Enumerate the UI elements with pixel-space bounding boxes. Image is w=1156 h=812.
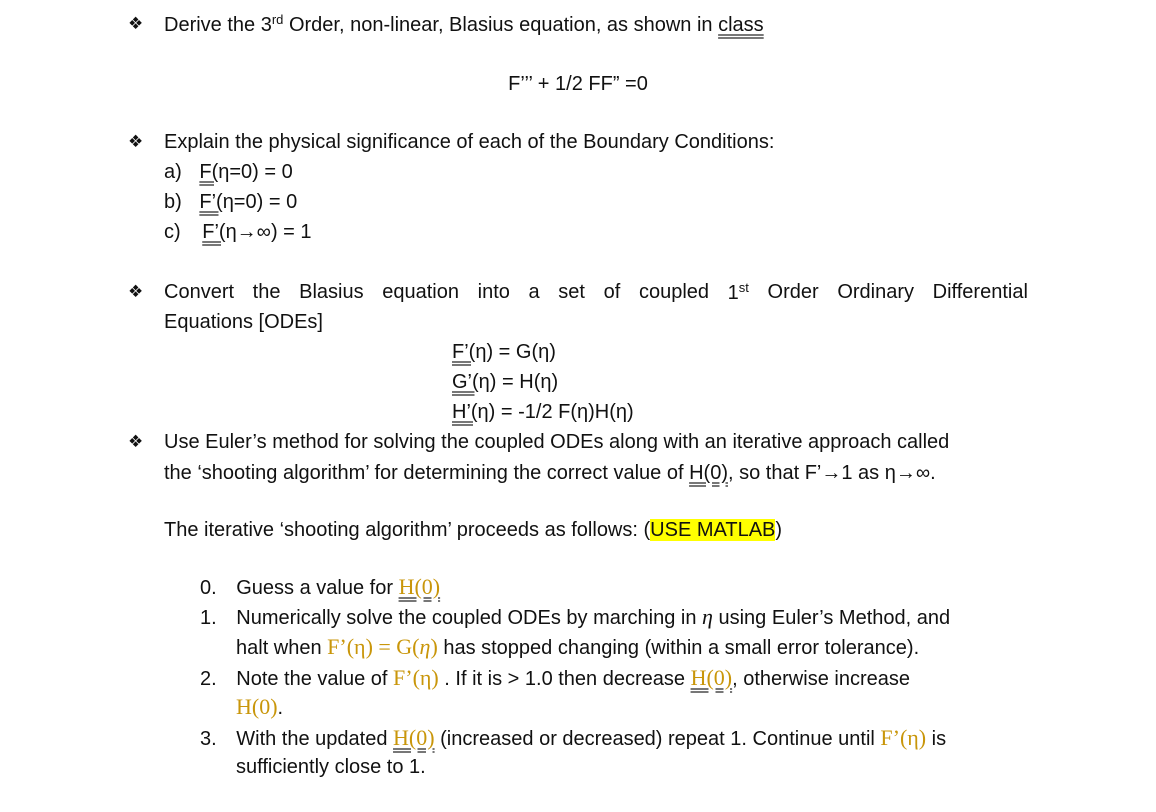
- step-text: .: [277, 697, 284, 719]
- ode-equation-2: [452, 370, 558, 394]
- list-marker: b): [164, 191, 182, 213]
- step-text: , otherwise increase: [732, 668, 910, 690]
- ode-equation-3: [452, 400, 634, 424]
- h0-term: H(0): [689, 462, 728, 484]
- word: Differential: [932, 281, 1028, 303]
- word: Blasius: [299, 281, 364, 303]
- math-expression: H(0): [398, 574, 441, 599]
- ode-equation-1: [452, 340, 556, 364]
- ode-rhs: η) = H(η): [478, 371, 559, 393]
- bc-function: F(: [199, 161, 219, 183]
- word: of: [603, 281, 621, 303]
- step-number: 2.: [200, 668, 217, 690]
- bullet-icon: ❖: [128, 132, 144, 152]
- step-text: With the updated: [236, 728, 394, 750]
- bc-function: F’(: [199, 191, 223, 213]
- step-text: using Euler’s Method, and: [712, 607, 951, 629]
- text: the ‘shooting algorithm’ for determining the correct value of: [164, 462, 690, 484]
- bullet-icon: ❖: [128, 282, 144, 302]
- list-marker: a): [164, 161, 182, 183]
- step-0: [200, 574, 440, 600]
- boundary-condition-a: [164, 160, 293, 184]
- bc-text: η→∞) = 1: [225, 221, 312, 243]
- ode-lhs: F’(: [452, 341, 476, 363]
- step-text: halt when: [236, 637, 328, 659]
- order-word: [728, 280, 749, 305]
- step-text: . If it is > 1.0 then decrease: [438, 668, 691, 690]
- step-number: 1.: [200, 607, 217, 629]
- ode-lhs: G’(: [452, 371, 479, 393]
- section4-line2: [164, 461, 936, 485]
- superscript: rd: [271, 12, 284, 27]
- boundary-condition-b: [164, 190, 297, 214]
- word: the: [252, 281, 281, 303]
- step-1-line1: [200, 604, 950, 630]
- step-text: Guess a value for: [236, 577, 399, 599]
- ode-rhs: η) = G(η): [475, 341, 556, 363]
- list-marker: c): [164, 221, 181, 243]
- math-symbol: η: [419, 634, 431, 659]
- math-symbol: η: [702, 604, 713, 629]
- bullet-icon: ❖: [128, 14, 144, 34]
- step-text: has stopped changing (within a small error tolerance).: [437, 637, 920, 659]
- text: , so that F’→1 as η→∞.: [727, 462, 936, 484]
- word: 1: [727, 282, 739, 304]
- word: set: [558, 281, 585, 303]
- step-text: Numerically solve the coupled ODEs by marching in: [236, 607, 703, 629]
- step-1-line2: [236, 634, 919, 660]
- superscript: st: [738, 280, 749, 295]
- bc-text: η=0) = 0: [218, 161, 293, 183]
- word: Convert: [164, 281, 235, 303]
- text: ): [775, 519, 783, 541]
- heading-text: Derive the 3: [164, 14, 272, 36]
- step-2-line2: [236, 694, 283, 720]
- word: Ordinary: [837, 281, 915, 303]
- section3-heading-line1: [164, 280, 1028, 305]
- blasius-equation: F’’’ + 1/2 FF” =0: [508, 73, 648, 95]
- bc-text: η=0) = 0: [222, 191, 298, 213]
- class-word: class: [718, 14, 764, 36]
- text: The iterative ‘shooting algorithm’ proceeds as follows: (: [164, 519, 651, 541]
- algorithm-intro: [164, 518, 782, 542]
- word: coupled: [638, 281, 710, 303]
- word: Order: [767, 281, 819, 303]
- word: equation: [382, 281, 459, 303]
- word: into: [477, 281, 510, 303]
- math-expression: H(0): [236, 694, 278, 719]
- section4-line1: Use Euler’s method for solving the coupled ODEs along with an iterative approach called: [164, 431, 950, 453]
- word: a: [528, 281, 540, 303]
- section2-heading: Explain the physical significance of each of the Boundary Conditions:: [164, 131, 775, 153]
- math-expression: F’(η) = G(: [327, 634, 420, 659]
- step-number: 0.: [200, 577, 217, 599]
- ode-lhs: H’(: [452, 401, 478, 423]
- math-expression: H(0): [690, 665, 733, 690]
- step-3-line1: [200, 725, 946, 751]
- use-matlab-highlight: USE MATLAB: [650, 519, 776, 541]
- section3-heading-line2: Equations [ODEs]: [164, 311, 323, 333]
- bc-function: F’(: [202, 221, 226, 243]
- math-expression: F’(η): [880, 725, 927, 750]
- math-expression: ): [430, 634, 438, 659]
- step-text: is: [926, 728, 947, 750]
- math-expression: H(0): [393, 725, 435, 750]
- step-2-line1: [200, 665, 910, 691]
- section1-heading: [164, 12, 764, 37]
- step-text: Note the value of: [236, 668, 394, 690]
- ode-rhs: η) = -1/2 F(η)H(η): [477, 401, 634, 423]
- step-text: (increased or decreased) repeat 1. Continue until: [434, 728, 881, 750]
- math-expression: F’(η): [393, 665, 439, 690]
- heading-text: Order, non-linear, Blasius equation, as shown in: [283, 14, 719, 36]
- boundary-condition-c: [164, 220, 312, 244]
- bullet-icon: ❖: [128, 432, 144, 452]
- step-number: 3.: [200, 728, 217, 750]
- step-3-line2: sufficiently close to 1.: [236, 756, 426, 778]
